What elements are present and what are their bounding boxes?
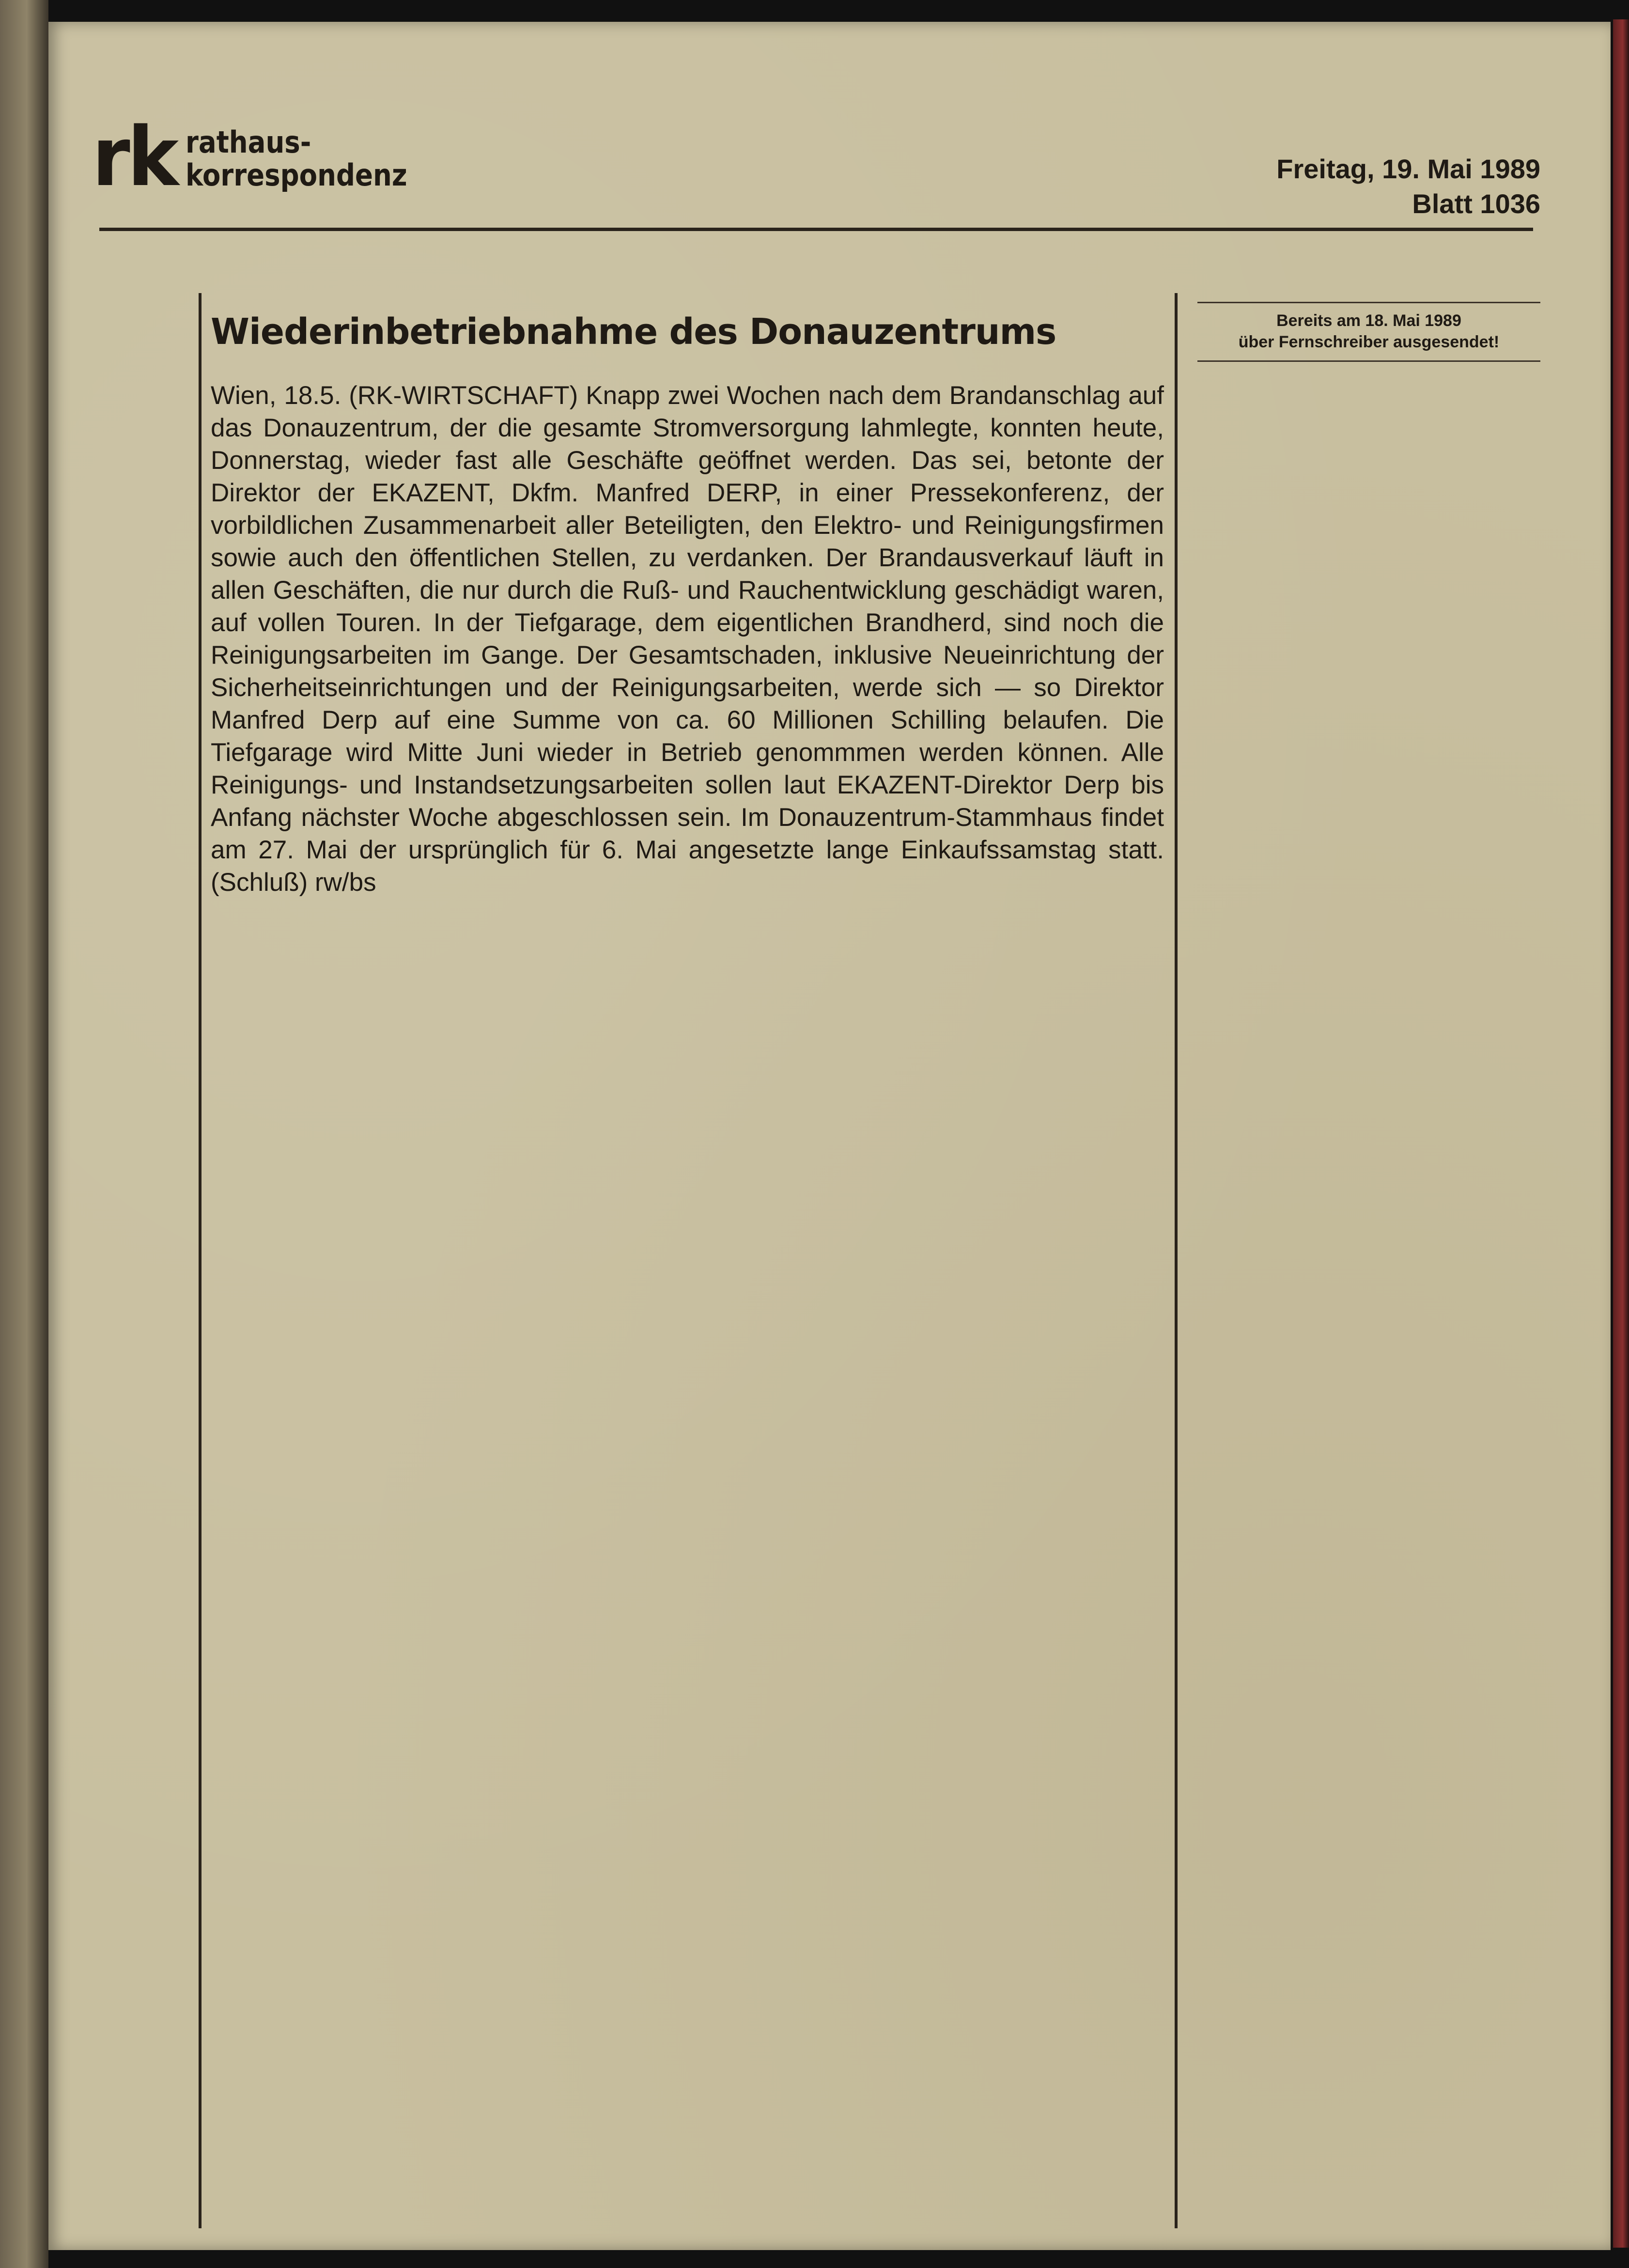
issue-info: [1276, 152, 1540, 221]
header-divider: [99, 228, 1533, 231]
logo-mark: rk: [92, 109, 176, 204]
transmission-note-line-1: Bereits am 18. Mai 1989: [1276, 311, 1461, 330]
article-body: Wien, 18.5. (RK-WIRTSCHAFT) Knapp zwei Wochen nach dem Brandanschlag auf das Donauzentrum, der die gesamte Stromversorgung lahmlegte, konnten heute, Donnerstag, wieder fast alle Geschäfte geöffnet werden. Das sei, betonte der Direktor der EKAZENT, Dkfm. Manfred DERP, in einer Pressekonferenz, der vorbildlichen Zusammenarbeit aller Beteiligten, den Elektro- und Reinigungsfirmen sowie auch den öffentlichen Stellen, zu verdanken. Der Brandausverkauf läuft in allen Geschäften, die nur durch die Ruß- und Rauchentwicklung geschädigt waren, auf vollen Touren. In der Tiefgarage, dem eigentlichen Brandherd, sind noch die Reinigungsarbeiten im Gange. Der Gesamtschaden, inklusive Neueinrichtung der Sicherheitseinrichtungen und der Reinigungsarbeiten, werde sich — so Direktor Manfred Derp auf eine Summe von ca. 60 Millionen Schilling belaufen. Die Tiefgarage wird Mitte Juni wieder in Betrieb genommmen werden können. Alle Reinigungs- und Instandsetzungsarbeiten sollen laut EKAZENT-Direktor Derp bis Anfang nächster Woche abgeschlossen sein. Im Donauzentrum-Stammhaus findet am 27. Mai der ursprünglich für 6. Mai angesetzte lange Einkaufssamstag statt. (Schluß) rw/bs: [211, 381, 1164, 897]
sheet-number: Blatt 1036: [1412, 188, 1540, 219]
transmission-note-line-2: über Fernschreiber ausgesendet!: [1238, 333, 1500, 351]
logo-wordmark: [186, 126, 407, 192]
transmission-note: [1197, 302, 1540, 362]
logo-line-2: korrespondenz: [186, 157, 407, 193]
article-left-rule: [199, 293, 202, 2228]
document-page: [48, 22, 1611, 2250]
article-headline: Wiederinbetriebnahme des Donauzentrums: [211, 311, 1056, 353]
logo-line-1: rathaus-: [186, 124, 311, 160]
issue-date: Freitag, 19. Mai 1989: [1276, 154, 1540, 184]
article-right-rule: [1175, 293, 1178, 2228]
adjacent-page-edge: [0, 0, 48, 2268]
binding-edge: [1613, 19, 1629, 2248]
